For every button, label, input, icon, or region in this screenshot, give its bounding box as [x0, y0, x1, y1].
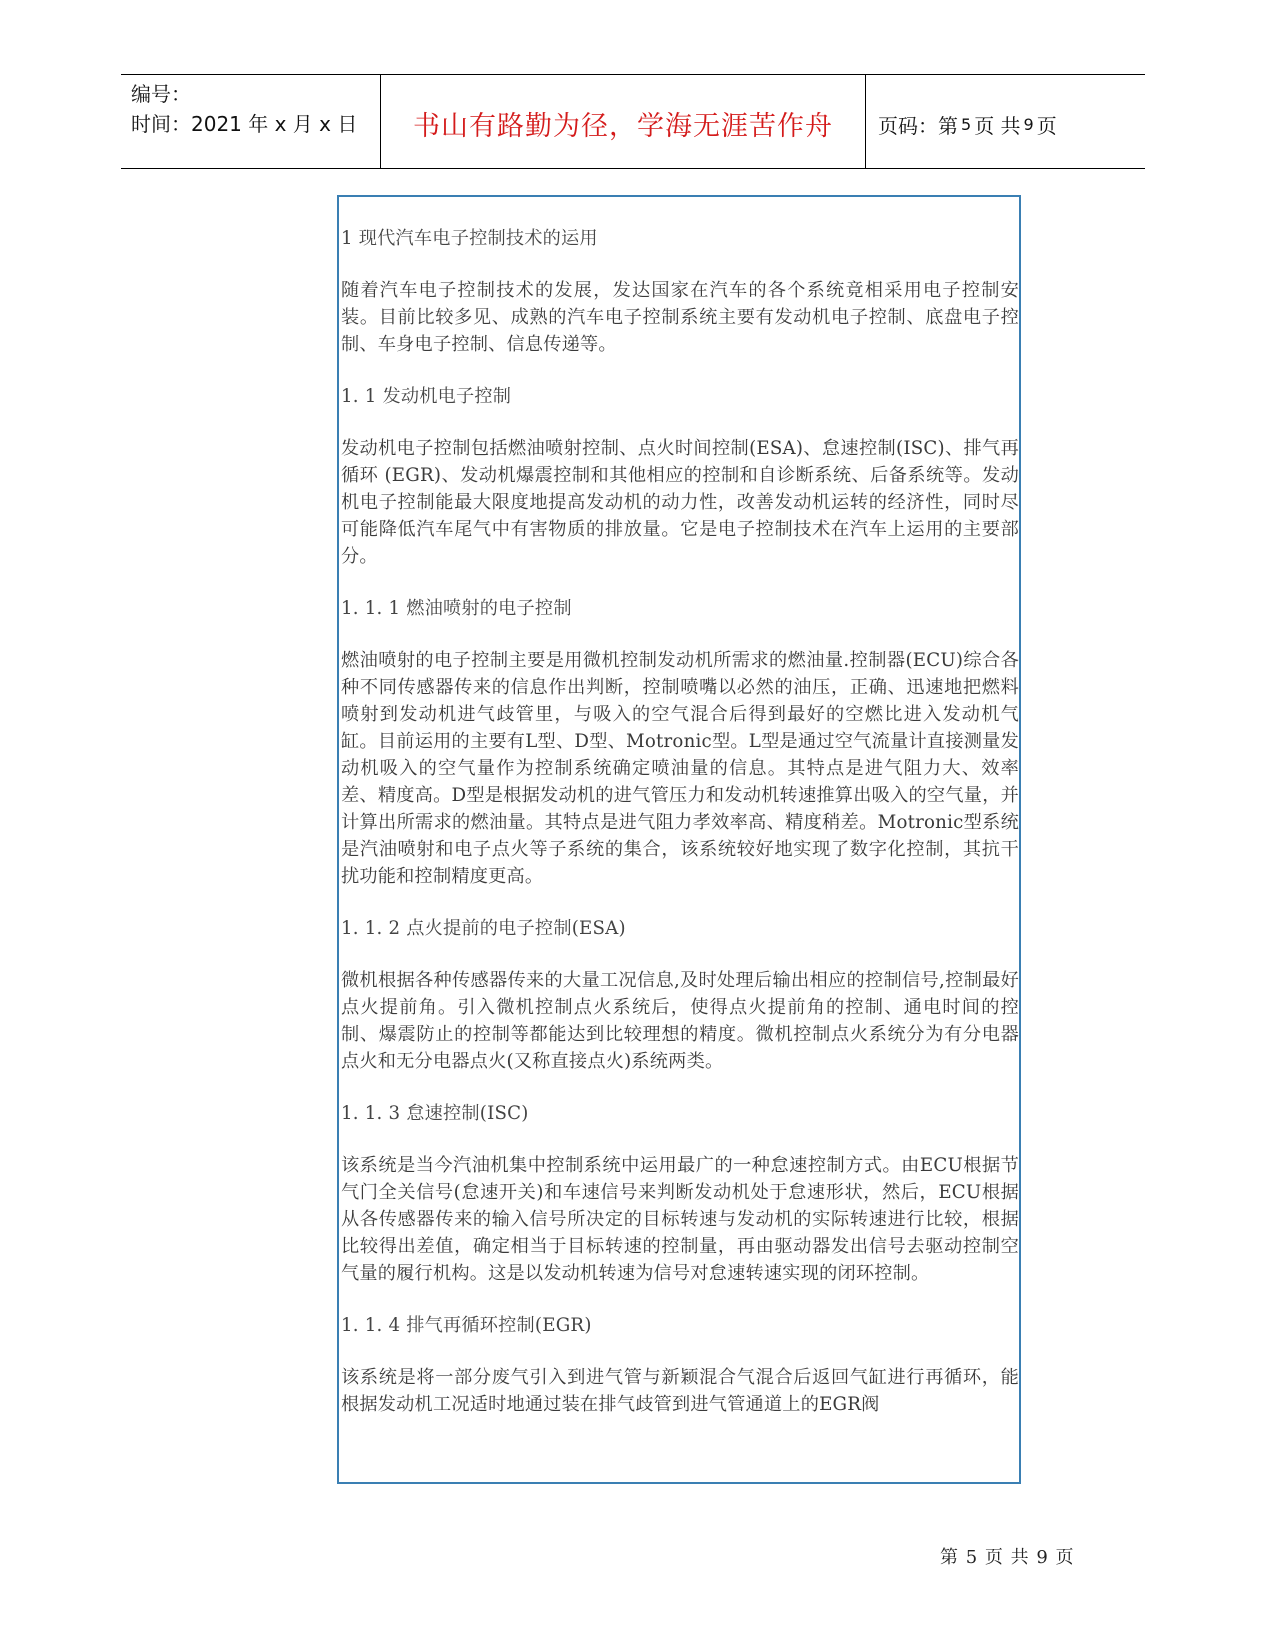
- paragraph: 该系统是当今汽油机集中控制系统中运用最广的一种怠速控制方式。由ECU根据节气门全关信号(怠速开关)和车速信号来判断发动机处于怠速形状，然后，ECU根据从各传感器传来的输入信号所决定的目标转速与发动机的实际转速进行比较，根据比较得出差值，确定相当于目标转速的控制量，再由驱动器发出信号去驱动控制空气量的履行机构。这是以发动机转速为信号对怠速转速实现的闭环控制。: [341, 1155, 1019, 1284]
- paragraph: 燃油喷射的电子控制主要是用微机控制发动机所需求的燃油量.控制器(ECU)综合各种不同传感器传来的信息作出判断，控制喷嘴以必然的油压，正确、迅速地把燃料喷射到发动机进气歧管里，与吸入的空气混合后得到最好的空燃比进入发动机气缸。目前运用的主要有L型、D型、Motronic型。L型是通过空气流量计直接测量发动机吸入的空气量作为控制系统确定喷油量的信息。其特点是进气阻力大、效率差、精度高。D型是根据发动机的进气管压力和发动机转速推算出吸入的空气量，并计算出所需求的燃油量。其特点是进气阻力孝效率高、精度稍差。Motronic型系统是汽油喷射和电子点火等子系统的集合，该系统较好地实现了数字化控制，其抗干扰功能和控制精度更高。: [341, 650, 1019, 887]
- page-number-cell: [866, 75, 1145, 168]
- section-heading: 1. 1. 3 怠速控制(ISC): [341, 1103, 529, 1124]
- time-label: 时间：2021 年 x 月 x 日: [131, 112, 358, 136]
- paragraph: 发动机电子控制包括燃油喷射控制、点火时间控制(ESA)、怠速控制(ISC)、排气再循环 (EGR)、发动机爆震控制和其他相应的控制和自诊断系统、后备系统等。发动机电子控制能最大限度地提高发动机的动力性，改善发动机运转的经济性，同时尽可能降低汽车尾气中有害物质的排放量。它是电子控制技术在汽车上运用的主要部分。: [341, 438, 1019, 567]
- page-footer: 第 5 页 共 9 页: [940, 1547, 1075, 1568]
- number-label: 编号：: [131, 82, 191, 106]
- section-heading: 1. 1. 4 排气再循环控制(EGR): [341, 1315, 592, 1336]
- section-heading: 1 现代汽车电子控制技术的运用: [341, 228, 598, 249]
- section-heading: 1. 1. 2 点火提前的电子控制(ESA): [341, 918, 626, 939]
- page-mid: 页 共: [974, 114, 1021, 138]
- motto-cell: [381, 75, 866, 168]
- section-heading: 1. 1. 1 燃油喷射的电子控制: [341, 598, 572, 619]
- paragraph: 随着汽车电子控制技术的发展，发达国家在汽车的各个系统竟相采用电子控制安装。目前比较多见、成熟的汽车电子控制系统主要有发动机电子控制、底盘电子控制、车身电子控制、信息传递等。: [341, 280, 1019, 355]
- page-suffix: 页: [1036, 114, 1057, 138]
- content-frame: [337, 195, 1021, 1484]
- section-heading: 1. 1 发动机电子控制: [341, 386, 512, 407]
- page-header: [121, 74, 1145, 169]
- header-info-cell: [121, 75, 381, 168]
- motto-text: 书山有路勤为径，学海无涯苦作舟: [413, 111, 833, 142]
- page-prefix: 页码：第: [878, 114, 958, 138]
- paragraph: 微机根据各种传感器传来的大量工况信息,及时处理后输出相应的控制信号,控制最好点火提前角。引入微机控制点火系统后，使得点火提前角的控制、通电时间的控制、爆震防止的控制等都能达到比较理想的精度。微机控制点火系统分为有分电器点火和无分电器点火(又称直接点火)系统两类。: [341, 970, 1019, 1072]
- page-current: 5: [961, 115, 972, 134]
- page-total: 9: [1023, 115, 1034, 134]
- paragraph: 该系统是将一部分废气引入到进气管与新颖混合气混合后返回气缸进行再循环，能根据发动机工况适时地通过装在排气歧管到进气管通道上的EGR阀: [341, 1367, 1019, 1415]
